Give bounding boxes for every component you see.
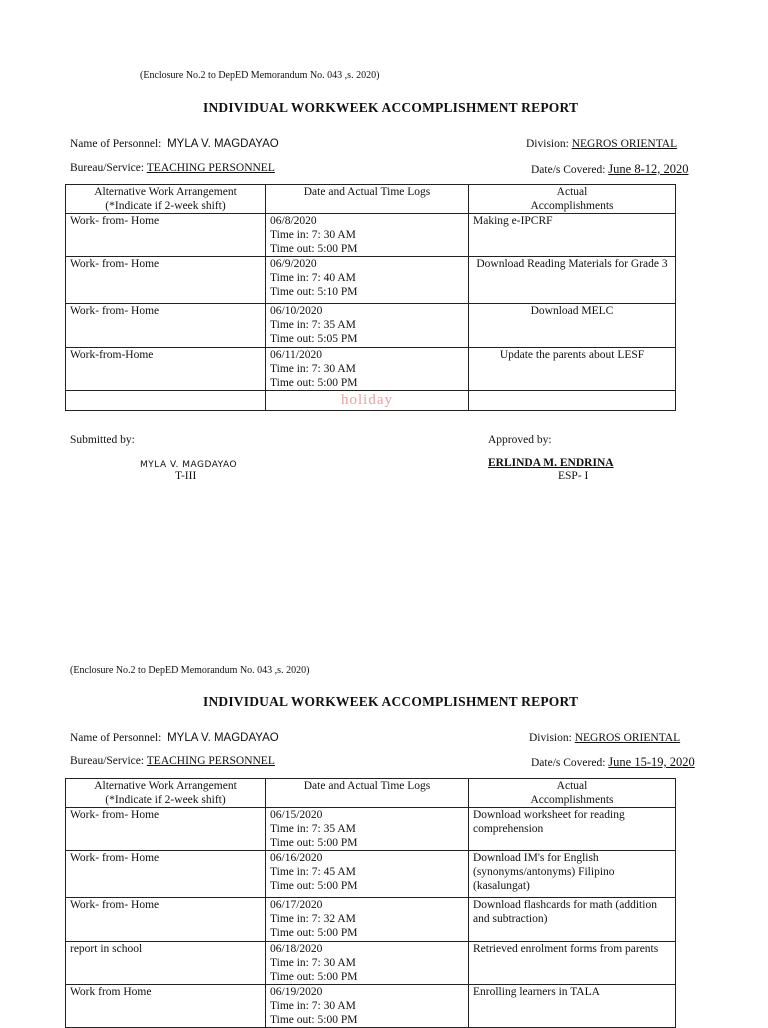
table-row — [66, 808, 676, 851]
log-date: 06/19/2020 — [270, 986, 323, 998]
log-date: 06/16/2020 — [270, 852, 323, 864]
arrangement-cell: Work- from- Home — [66, 257, 266, 304]
dates-covered-value: June 8-12, 2020 — [608, 162, 689, 176]
log-time-in: Time in: 7: 30 AM — [270, 1000, 356, 1012]
personnel-name-line — [70, 138, 279, 150]
header-accomplishments-line2: Accomplishments — [530, 794, 614, 806]
table-header-row — [66, 779, 676, 808]
enclosure-note: (Enclosure No.2 to DepED Memorandum No. 043 ,s. 2020) — [140, 70, 380, 81]
arrangement-cell: Work- from- Home — [66, 808, 266, 851]
division-label: Division: — [526, 138, 569, 150]
submitter-position: T-III — [175, 470, 197, 482]
header-arrangement-line1: Alternative Work Arrangement — [94, 186, 237, 198]
log-time-out: Time out: 5:10 PM — [270, 286, 358, 298]
table-header-row — [66, 185, 676, 214]
header-time-logs-label: Date and Actual Time Logs — [303, 186, 431, 198]
bureau-value: TEACHING PERSONNEL — [146, 755, 275, 767]
accomplishment-cell: Download Reading Materials for Grade 3 — [469, 257, 676, 304]
time-log-cell — [266, 898, 469, 942]
accomplishment-cell: Making e-IPCRF — [469, 214, 676, 257]
header-arrangement — [66, 185, 266, 214]
time-log-cell — [266, 851, 469, 898]
header-accomplishments — [469, 185, 676, 214]
table-row — [66, 257, 676, 304]
header-accomplishments-line1: Actual — [556, 780, 588, 792]
enclosure-note: (Enclosure No.2 to DepED Memorandum No. 043 ,s. 2020) — [70, 665, 310, 676]
header-accomplishments-line1: Actual — [556, 186, 588, 198]
dates-covered-label: Date/s Covered: — [531, 164, 606, 176]
bureau-line — [70, 755, 275, 767]
log-time-out: Time out: 5:00 PM — [270, 880, 358, 892]
log-time-out: Time out: 5:00 PM — [270, 971, 358, 983]
log-time-in: Time in: 7: 30 AM — [270, 229, 356, 241]
accomplishment-cell — [469, 391, 676, 411]
arrangement-cell: Work- from- Home — [66, 304, 266, 348]
dates-covered-line — [531, 162, 689, 177]
header-arrangement-line1: Alternative Work Arrangement — [94, 780, 237, 792]
table-row — [66, 214, 676, 257]
personnel-name-label: Name of Personnel: — [70, 138, 162, 150]
table-row — [66, 985, 676, 1028]
approver-position: ESP- I — [558, 470, 589, 482]
arrangement-cell: report in school — [66, 942, 266, 985]
header-arrangement — [66, 779, 266, 808]
log-time-in: Time in: 7: 35 AM — [270, 319, 356, 331]
table-row — [66, 348, 676, 391]
arrangement-cell: Work from Home — [66, 985, 266, 1028]
log-time-out: Time out: 5:00 PM — [270, 927, 358, 939]
division-value: NEGROS ORIENTAL — [571, 138, 678, 150]
bureau-label: Bureau/Service: — [70, 755, 145, 767]
header-accomplishments — [469, 779, 676, 808]
log-time-out: Time out: 5:05 PM — [270, 333, 358, 345]
approver-name: ERLINDA M. ENDRINA — [488, 457, 614, 469]
accomplishment-cell: Retrieved enrolment forms from parents — [469, 942, 676, 985]
header-accomplishments-line2: Accomplishments — [530, 200, 614, 212]
log-time-in: Time in: 7: 30 AM — [270, 363, 356, 375]
approved-by-label: Approved by: — [488, 434, 552, 446]
bureau-value: TEACHING PERSONNEL — [146, 162, 275, 174]
log-date: 06/15/2020 — [270, 809, 323, 821]
log-time-in: Time in: 7: 30 AM — [270, 957, 356, 969]
accomplishment-cell: Download flashcards for math (addition and subtraction) — [469, 898, 676, 942]
personnel-name-value: MYLA V. MAGDAYAO — [167, 732, 279, 744]
dates-covered-value: June 15-19, 2020 — [608, 755, 695, 769]
table-row — [66, 851, 676, 898]
table-row — [66, 898, 676, 942]
time-log-cell — [266, 214, 469, 257]
dates-covered-line — [531, 755, 695, 770]
report-title: INDIVIDUAL WORKWEEK ACCOMPLISHMENT REPORT — [203, 100, 579, 115]
header-time-logs-label: Date and Actual Time Logs — [303, 780, 431, 792]
log-date: 06/10/2020 — [270, 305, 323, 317]
log-date: 06/17/2020 — [270, 899, 323, 911]
log-time-out: Time out: 5:00 PM — [270, 243, 358, 255]
arrangement-cell — [66, 391, 266, 411]
header-arrangement-line2: (*Indicate if 2-week shift) — [105, 794, 226, 806]
time-log-cell — [266, 348, 469, 391]
log-time-out: Time out: 5:00 PM — [270, 837, 358, 849]
submitted-by-label: Submitted by: — [70, 434, 135, 446]
accomplishment-cell: Download IM's for English (synonyms/antonyms) Filipino (kasalungat) — [469, 851, 676, 898]
bureau-line — [70, 162, 275, 174]
division-label: Division: — [529, 732, 572, 744]
time-log-cell — [266, 391, 469, 411]
arrangement-cell: Work- from- Home — [66, 898, 266, 942]
log-date: 06/9/2020 — [270, 258, 317, 270]
log-time-in: Time in: 7: 32 AM — [270, 913, 356, 925]
division-line — [526, 138, 677, 150]
header-arrangement-line2: (*Indicate if 2-week shift) — [105, 200, 226, 212]
accomplishment-table — [65, 184, 676, 411]
log-time-in: Time in: 7: 40 AM — [270, 272, 356, 284]
report-title: INDIVIDUAL WORKWEEK ACCOMPLISHMENT REPORT — [203, 694, 579, 709]
log-time-in: Time in: 7: 35 AM — [270, 823, 356, 835]
log-time-out: Time out: 5:00 PM — [270, 377, 358, 389]
accomplishment-cell: Update the parents about LESF — [469, 348, 676, 391]
accomplishment-cell: Enrolling learners in TALA — [469, 985, 676, 1028]
log-date: 06/18/2020 — [270, 943, 323, 955]
division-value: NEGROS ORIENTAL — [574, 732, 681, 744]
dates-covered-label: Date/s Covered: — [531, 757, 606, 769]
table-row — [66, 942, 676, 985]
accomplishment-cell: Download worksheet for reading comprehension — [469, 808, 676, 851]
division-line — [529, 732, 680, 744]
time-log-cell — [266, 257, 469, 304]
arrangement-cell: Work-from-Home — [66, 348, 266, 391]
personnel-name-value: MYLA V. MAGDAYAO — [167, 138, 279, 150]
header-time-logs — [266, 185, 469, 214]
time-log-cell — [266, 304, 469, 348]
personnel-name-label: Name of Personnel: — [70, 732, 162, 744]
log-time-in: Time in: 7: 45 AM — [270, 866, 356, 878]
time-log-cell — [266, 942, 469, 985]
arrangement-cell: Work- from- Home — [66, 214, 266, 257]
log-date: 06/8/2020 — [270, 215, 317, 227]
table-row — [66, 391, 676, 411]
time-log-cell — [266, 985, 469, 1028]
accomplishment-cell: Download MELC — [469, 304, 676, 348]
bureau-label: Bureau/Service: — [70, 162, 145, 174]
arrangement-cell: Work- from- Home — [66, 851, 266, 898]
log-time-out: Time out: 5:00 PM — [270, 1014, 358, 1026]
personnel-name-line — [70, 732, 279, 744]
table-row — [66, 304, 676, 348]
log-date: 06/11/2020 — [270, 349, 322, 361]
holiday-label: holiday — [341, 392, 393, 408]
accomplishment-table — [65, 778, 676, 1028]
submitter-name: MYLA V. MAGDAYAO — [140, 460, 238, 470]
header-time-logs — [266, 779, 469, 808]
time-log-cell — [266, 808, 469, 851]
